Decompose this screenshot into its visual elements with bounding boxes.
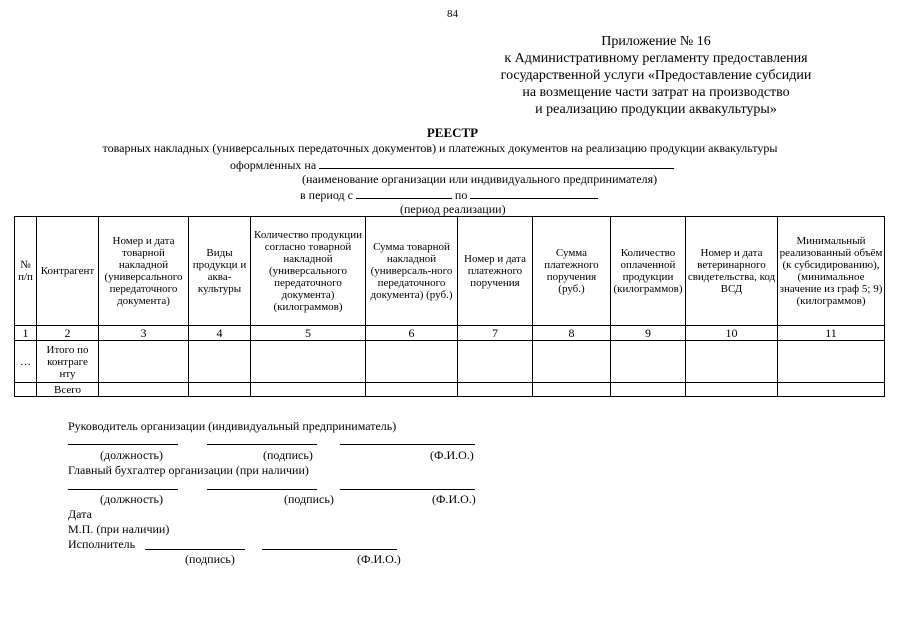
column-number-row — [15, 326, 885, 341]
head-position-caption: (должность) — [100, 448, 163, 462]
table-cell — [686, 383, 778, 397]
table-header-row — [15, 217, 885, 326]
total-row-label: Итого по контраге нту — [37, 341, 99, 383]
column-header: Виды продукци и аква-культуры — [189, 217, 251, 326]
column-number: 1 — [15, 326, 37, 341]
accountant-fio-line — [340, 489, 475, 490]
column-header: № п/п — [15, 217, 37, 326]
executor-sign-caption: (подпись) — [185, 552, 235, 566]
appendix-line: государственной услуги «Предоставление субсидии — [500, 68, 812, 83]
period-middle: по — [454, 188, 468, 202]
head-sign-caption: (подпись) — [263, 448, 313, 462]
table-cell — [15, 383, 37, 397]
table-cell — [458, 383, 533, 397]
counterparty-total-row — [15, 341, 885, 383]
column-header: Сумма товарной накладной (универсаль-ного передаточного документа) (руб.) — [366, 217, 458, 326]
table-cell — [686, 341, 778, 383]
column-header: Количество продукции согласно товарной накладной (универсального передаточного документа) (килограммов) — [251, 217, 366, 326]
organization-caption: (наименование организации или индивидуального предпринимателя) — [302, 172, 658, 186]
head-signature-label: Руководитель организации (индивидуальный предприниматель) — [68, 419, 397, 433]
period-end-blank — [470, 187, 598, 199]
column-number: 3 — [99, 326, 189, 341]
document-title: РЕЕСТР — [426, 125, 479, 140]
appendix-line: Приложение № 16 — [601, 34, 711, 49]
column-number: 4 — [189, 326, 251, 341]
column-number: 2 — [37, 326, 99, 341]
issued-for-line — [230, 157, 674, 173]
date-label: Дата — [68, 507, 92, 521]
appendix-line: и реализацию продукции аквакультуры» — [535, 102, 777, 117]
column-header: Количество оплаченной продукции (килограммов) — [611, 217, 686, 326]
table-cell — [533, 383, 611, 397]
executor-label: Исполнитель — [68, 537, 136, 551]
accountant-sign-caption: (подпись) — [284, 492, 334, 506]
column-header: Номер и дата товарной накладной (универсального передаточного документа) — [99, 217, 189, 326]
table-cell — [251, 341, 366, 383]
organization-blank — [319, 157, 674, 169]
table-cell — [189, 383, 251, 397]
appendix-line: к Административному регламенту предоставления — [504, 51, 808, 66]
head-position-line — [68, 444, 178, 445]
document-subtitle: товарных накладных (универсальных передаточных документов) и платежных документов на реализацию продукции аквакультуры — [102, 141, 778, 155]
column-number: 5 — [251, 326, 366, 341]
executor-sign-line — [145, 549, 245, 550]
head-fio-caption: (Ф.И.О.) — [430, 448, 474, 462]
appendix-line: на возмещение части затрат на производство — [522, 85, 790, 100]
registry-table — [14, 216, 885, 397]
accountant-signature-label: Главный бухгалтер организации (при наличии) — [68, 463, 309, 477]
period-caption: (период реализации) — [400, 202, 506, 216]
table-cell — [99, 341, 189, 383]
table-cell — [189, 341, 251, 383]
head-fio-line — [340, 444, 475, 445]
accountant-fio-caption: (Ф.И.О.) — [432, 492, 476, 506]
column-header: Номер и дата ветеринарного свидетельства, код ВСД — [686, 217, 778, 326]
column-header: Сумма платежного поручения (руб.) — [533, 217, 611, 326]
table-cell — [778, 341, 885, 383]
column-number: 6 — [366, 326, 458, 341]
head-sign-line — [207, 444, 317, 445]
period-prefix: в период с — [300, 188, 353, 202]
table-cell — [611, 383, 686, 397]
executor-fio-caption: (Ф.И.О.) — [357, 552, 401, 566]
table-cell — [778, 383, 885, 397]
table-cell — [458, 341, 533, 383]
page-number: 84 — [447, 8, 458, 20]
table-cell — [99, 383, 189, 397]
column-number: 7 — [458, 326, 533, 341]
column-header: Номер и дата платежного поручения — [458, 217, 533, 326]
table-cell — [366, 341, 458, 383]
column-header: Минимальный реализованный объём (к субсидированию), (минимальное значение из граф 5; 9) (килограммов) — [778, 217, 885, 326]
executor-fio-line — [262, 549, 397, 550]
total-row-marker: … — [15, 341, 37, 383]
table-cell — [251, 383, 366, 397]
column-number: 11 — [778, 326, 885, 341]
grand-total-label: Всего — [37, 383, 99, 397]
column-number: 10 — [686, 326, 778, 341]
grand-total-row — [15, 383, 885, 397]
accountant-sign-line — [207, 489, 317, 490]
accountant-position-caption: (должность) — [100, 492, 163, 506]
table-cell — [611, 341, 686, 383]
column-header: Контрагент — [37, 217, 99, 326]
issued-for-label: оформленных на — [230, 158, 317, 172]
accountant-position-line — [68, 489, 178, 490]
stamp-label: М.П. (при наличии) — [68, 522, 170, 536]
column-number: 8 — [533, 326, 611, 341]
column-number: 9 — [611, 326, 686, 341]
table-cell — [366, 383, 458, 397]
appendix-header — [470, 33, 842, 118]
table-cell — [533, 341, 611, 383]
period-line — [300, 187, 598, 203]
period-start-blank — [356, 187, 452, 199]
